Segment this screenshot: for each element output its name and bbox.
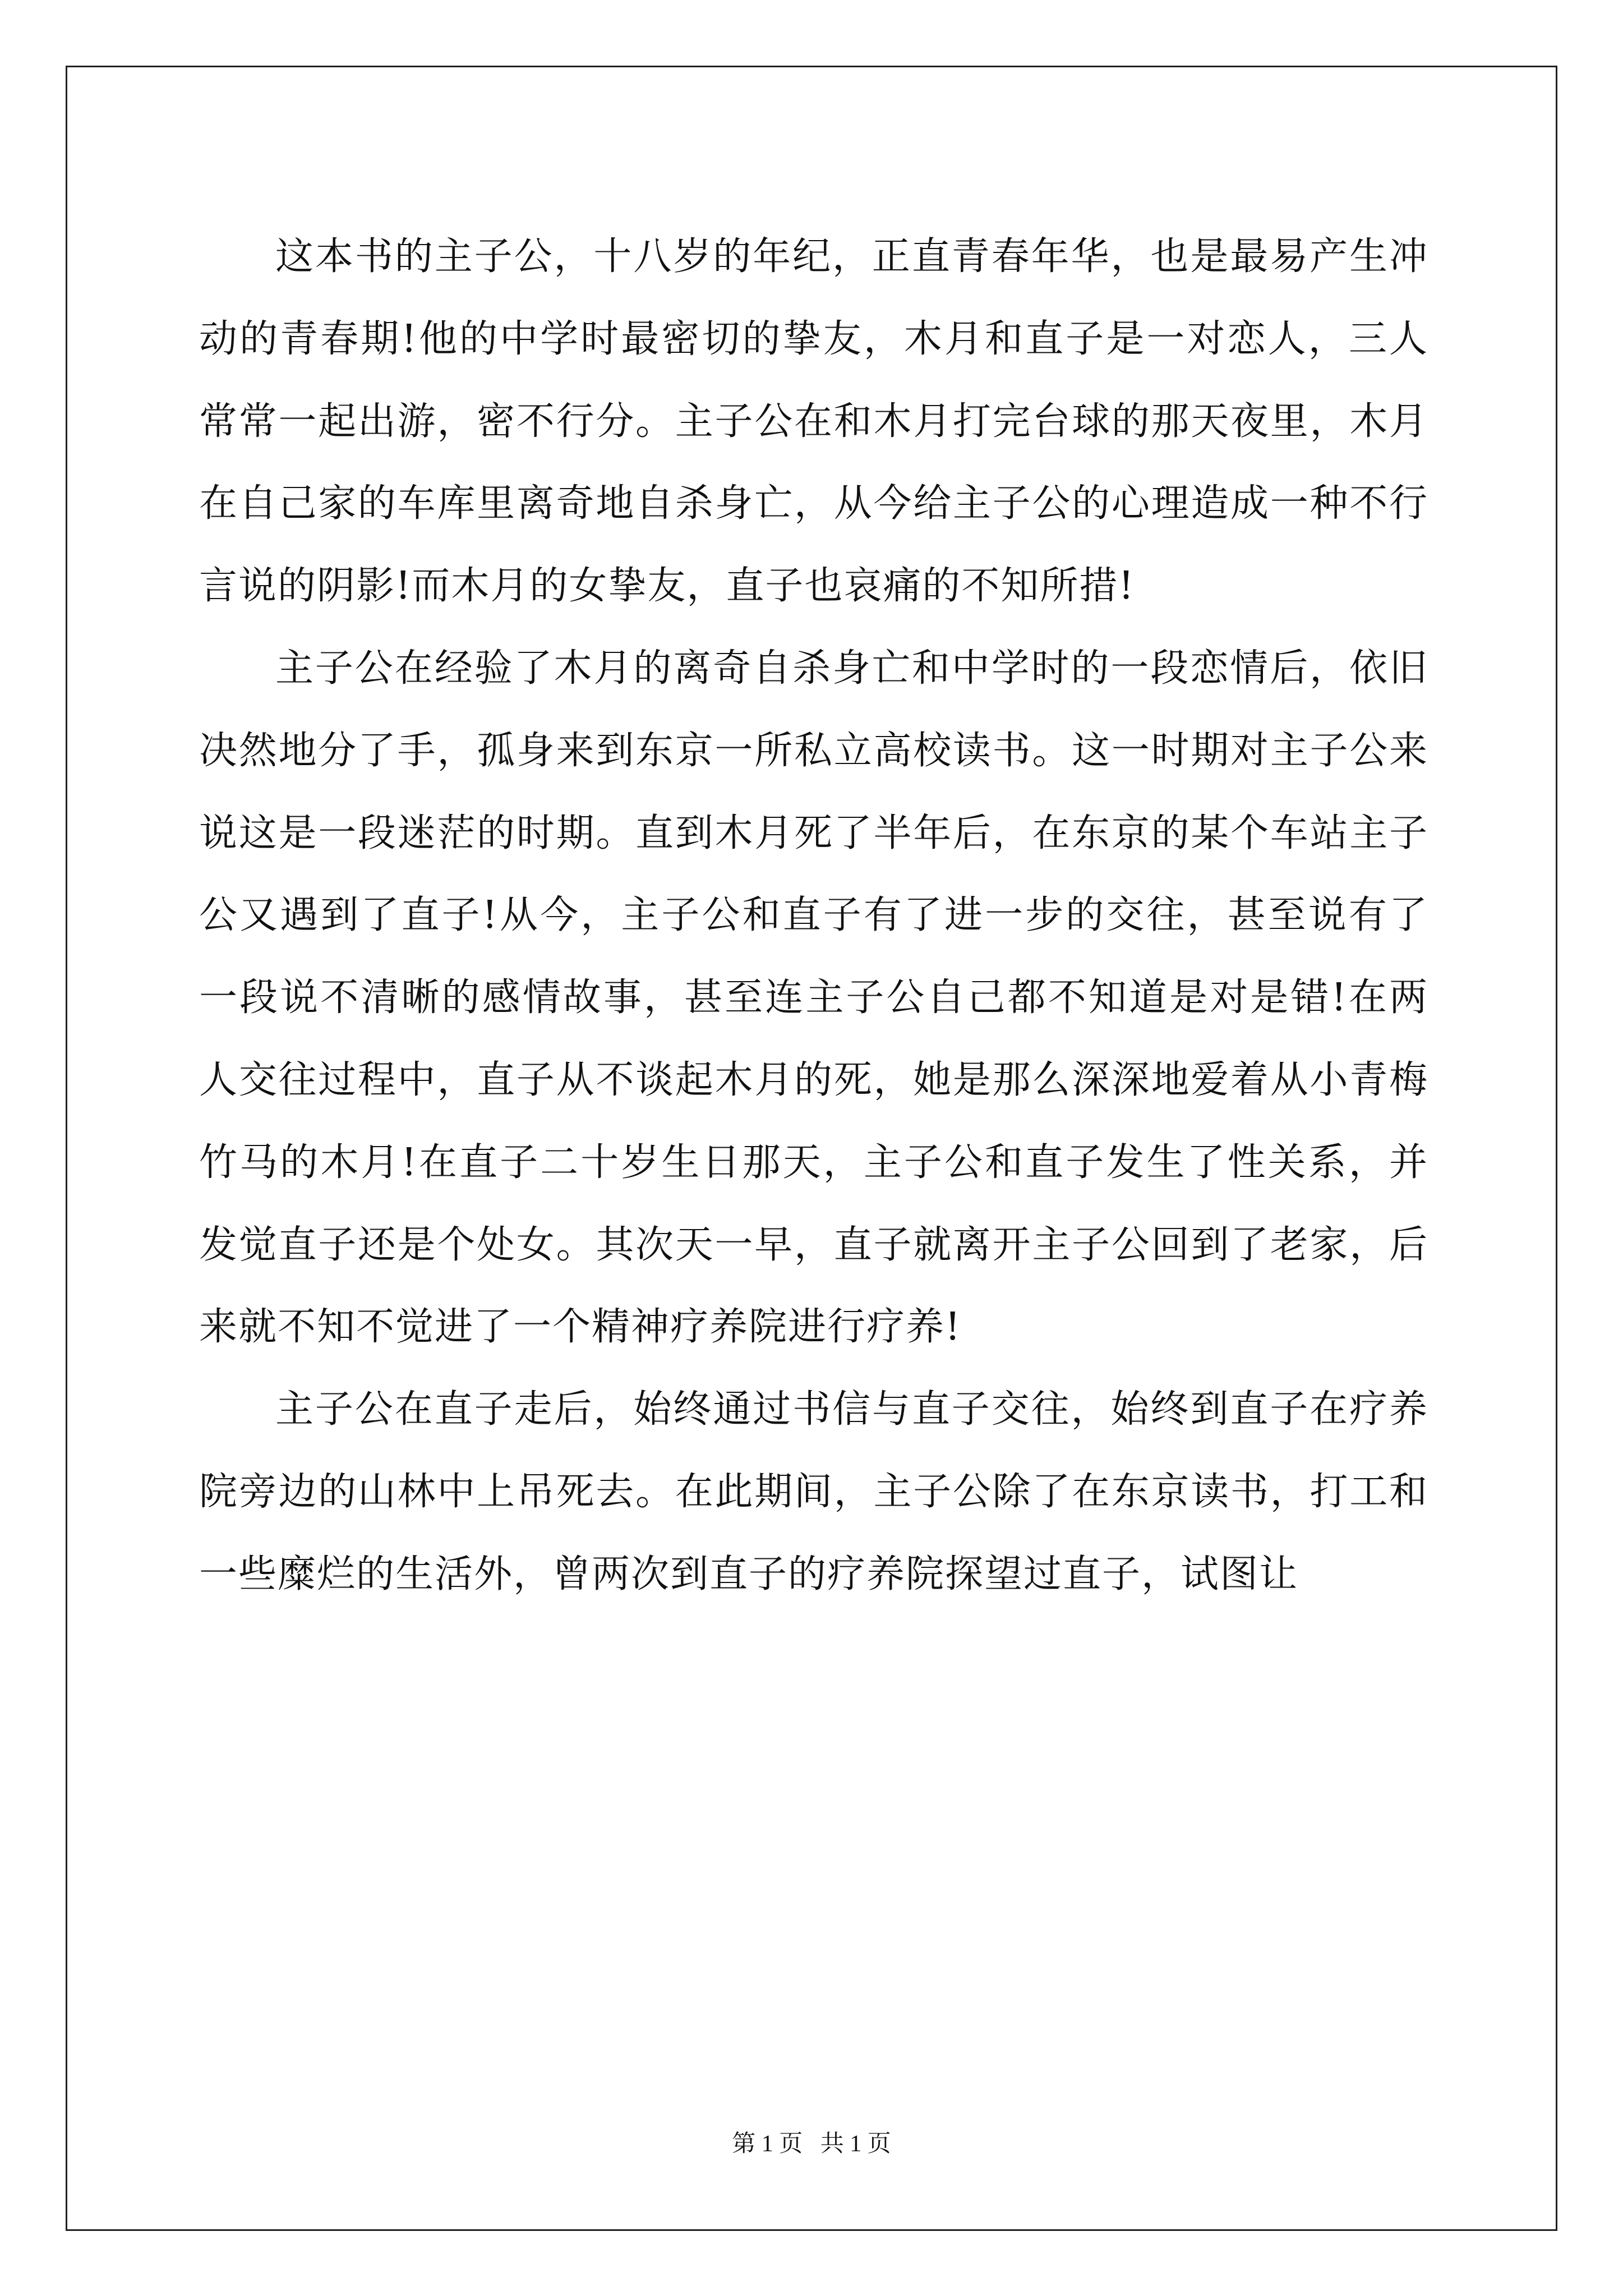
- paragraph-3: 主子公在直子走后，始终通过书信与直子交往，始终到直子在疗养院旁边的山林中上吊死去。在此期间，主子公除了在东京读书，打工和一些糜烂的生活外，曾两次到直子的疗养院探望过直子，试图让: [199, 1387, 1428, 1596]
- document-body: [199, 216, 1428, 1616]
- paragraph-2: 主子公在经验了木月的离奇自杀身亡和中学时的一段恋情后，依旧决然地分了手，孤身来到东京一所私立高校读书。这一时期对主子公来说这是一段迷茫的时期。直到木月死了半年后，在东京的某个车站主子公又遇到了直子!从今，主子公和直子有了进一步的交往，甚至说有了一段说不清晰的感情故事，甚至连主子公自己都不知道是对是错!在两人交往过程中，直子从不谈起木月的死，她是那么深深地爱着从小青梅竹马的木月!在直子二十岁生日那天，主子公和直子发生了性关系，并发觉直子还是个处女。其次天一早，直子就离开主子公回到了老家，后来就不知不觉进了一个精神疗养院进行疗养!: [199, 646, 1428, 1350]
- page-number-footer: 第 1 页 共 1 页: [732, 2131, 891, 2157]
- paragraph-1: 这本书的主子公，十八岁的年纪，正直青春年华，也是最易产生冲动的青春期!他的中学时最密切的挚友，木月和直子是一对恋人，三人常常一起出游，密不行分。主子公在和木月打完台球的那天夜里，木月在自己家的车库里离奇地自杀身亡，从今给主子公的心理造成一种不行言说的阴影!而木月的女挚友，直子也哀痛的不知所措!: [199, 234, 1428, 609]
